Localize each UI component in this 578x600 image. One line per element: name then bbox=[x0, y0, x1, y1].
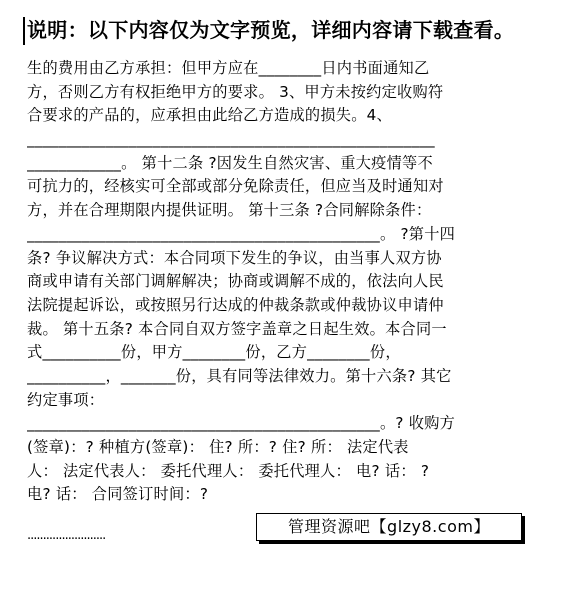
text-line: __________，_______份，具有同等法律效力。第十六条? 其它 bbox=[27, 366, 452, 385]
text-line: 裁。 第十五条? 本合同自双方签字盖章之日起生效。本合同一 bbox=[27, 319, 447, 338]
text-line: 法院提起诉讼，或按照另行达成的仲裁条款或仲裁协议申请仲 bbox=[27, 295, 444, 314]
text-line: 电? 话： 合同签订时间：? bbox=[27, 485, 209, 504]
contract-text bbox=[27, 57, 557, 507]
text-line: ____________________________________________________ bbox=[27, 130, 435, 149]
truncation-dots: ························· bbox=[27, 532, 106, 547]
text-line: _____________________________________________。 ?第十四 bbox=[27, 224, 456, 243]
text-line: 式__________份，甲方________份，乙方________份， bbox=[27, 343, 401, 362]
text-line: 人： 法定代表人： 委托代理人： 委托代理人： 电? 话： ? bbox=[27, 461, 430, 480]
text-line: ____________。 第十二条 ?因发生自然灾害、重大疫情等不 bbox=[27, 153, 433, 172]
text-line: 生的费用由乙方承担：但甲方应在________日内书面通知乙 bbox=[27, 59, 430, 77]
text-line: 方，并在合理期限内提供证明。 第十三条 ?合同解除条件： bbox=[27, 201, 432, 220]
text-line: 约定事项： bbox=[27, 390, 105, 409]
text-line: _____________________________________________。? 收购方 bbox=[27, 414, 456, 433]
text-line: 可抗力的，经核实可全部或部分免除责任，但应当及时通知对 bbox=[27, 177, 444, 196]
text-line: 方，否则乙方有权拒绝甲方的要求。 3、甲方未按约定收购符 bbox=[27, 82, 444, 101]
text-line: 商或申请有关部门调解解决；协商或调解不成的，依法向人民 bbox=[27, 272, 444, 291]
text-line: 条? 争议解决方式：本合同项下发生的争议，由当事人双方协 bbox=[27, 248, 442, 267]
site-watermark: 管理资源吧【glzy8.com】 bbox=[256, 513, 522, 541]
preview-notice: 说明：以下内容仅为文字预览，详细内容请下载查看。 bbox=[27, 18, 515, 42]
text-line: (签章)：? 种植方(签章)： 住? 所：? 住? 所： 法定代表 bbox=[27, 438, 409, 456]
text-line: 合要求的产品的，应承担由此给乙方造成的损失。4、 bbox=[27, 106, 392, 125]
text-cursor bbox=[23, 17, 25, 45]
